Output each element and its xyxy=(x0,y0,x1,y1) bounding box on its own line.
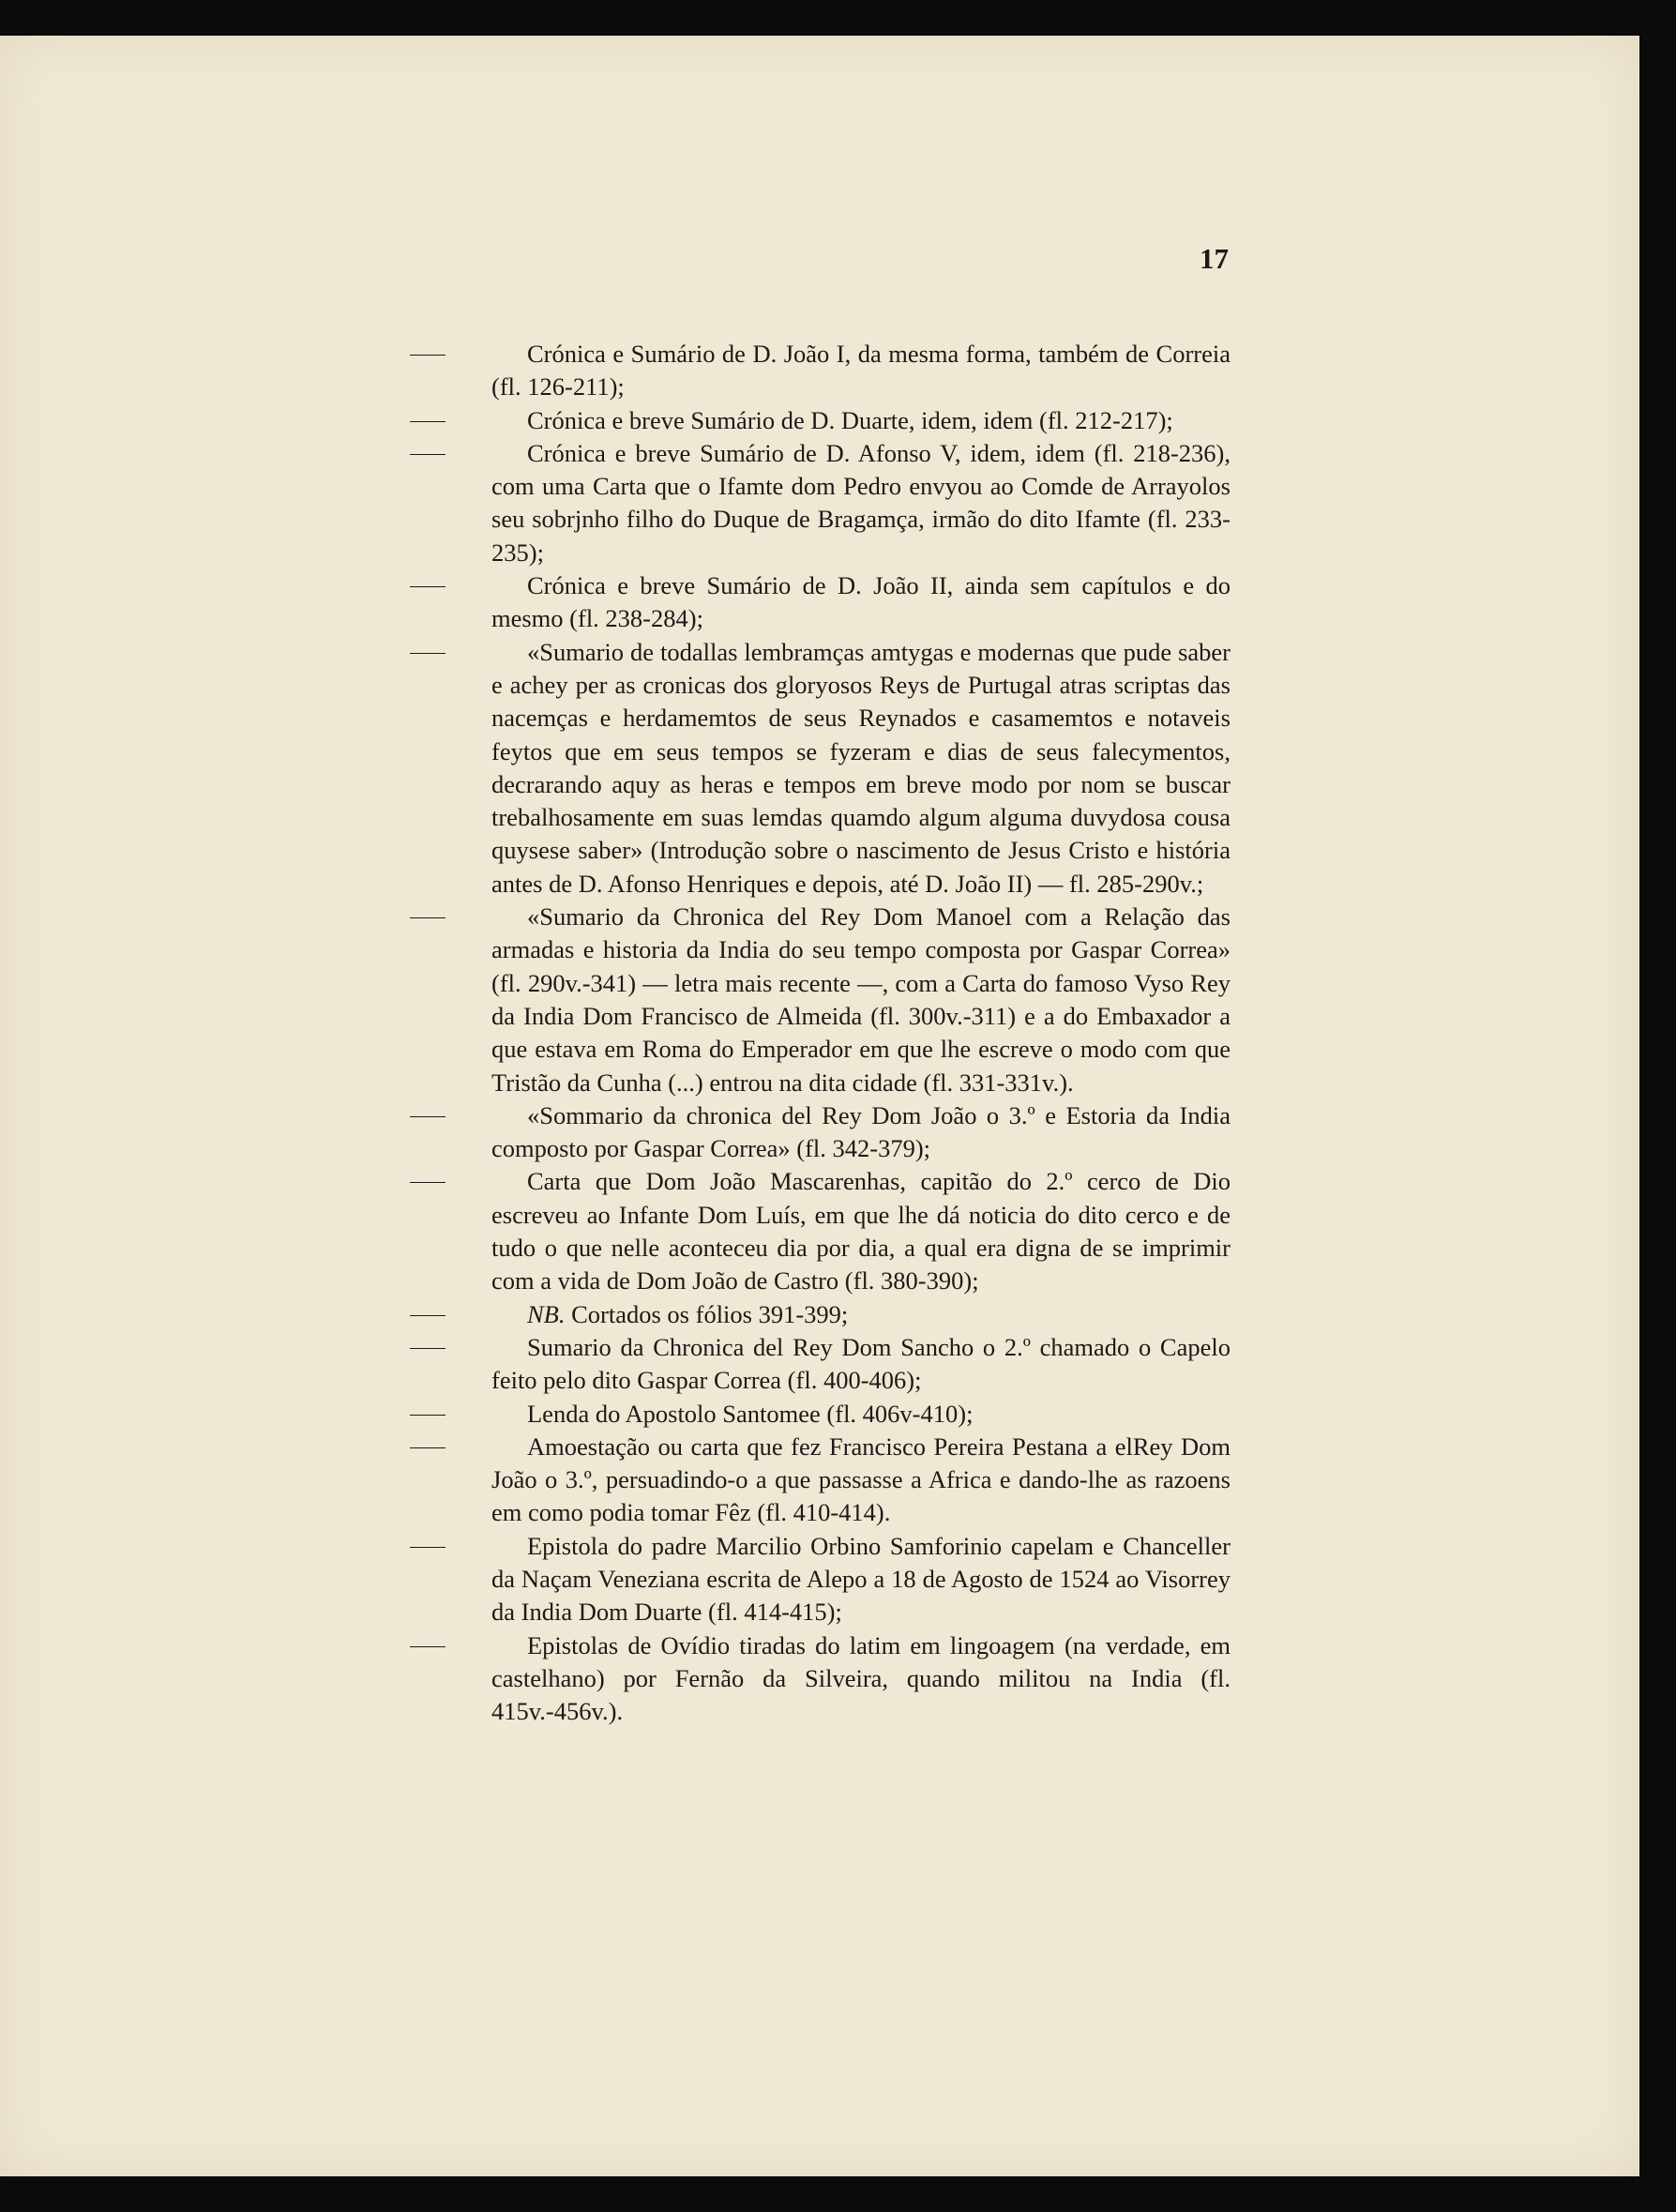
manuscript-contents-list xyxy=(410,338,1231,1728)
list-item xyxy=(410,437,1231,569)
em-dash-marker xyxy=(410,421,445,422)
em-dash-marker xyxy=(410,1646,445,1647)
list-item xyxy=(410,1398,1231,1431)
em-dash-marker xyxy=(410,1547,445,1548)
em-dash-marker xyxy=(410,454,445,455)
entry-text: Crónica e breve Sumário de D. João II, ainda sem capítulos e do mesmo (fl. 238-284); xyxy=(491,571,1231,633)
list-item xyxy=(410,901,1231,1099)
em-dash-marker xyxy=(410,1116,445,1117)
page-edge-shadow xyxy=(1639,36,1676,2176)
list-item xyxy=(410,338,1231,404)
entry-text: Crónica e breve Sumário de D. Duarte, idem, idem (fl. 212-217); xyxy=(527,405,1173,434)
list-item xyxy=(410,1431,1231,1530)
entry-text: Epistola do padre Marcilio Orbino Samforinio capelam e Chanceller da Naçam Veneziana escrita de Alepo a 18 de Agosto de 1524 ao Visorrey da India Dom Duarte (fl. 414-415); xyxy=(491,1531,1231,1627)
em-dash-marker xyxy=(410,1348,445,1349)
entry-text: Sumario da Chronica del Rey Dom Sancho o 2.º chamado o Capelo feito pelo dito Gaspar Correa (fl. 400-406); xyxy=(491,1332,1231,1395)
list-item xyxy=(410,1099,1231,1166)
entry-text: «Sumario da Chronica del Rey Dom Manoel com a Relação das armadas e historia da India do seu tempo composta por Gaspar Correa» (fl. 290v.-341) — letra mais recente —, com a Carta do famoso Vyso Rey da India Dom Francisco de Almeida (fl. 300v.-311) e a do Embaxador a que estava em Roma do Emperador em que lhe escreve o modo com que Tristão da Cunha (...) entrou na dita cidade (fl. 331-331v.). xyxy=(491,902,1231,1097)
page-number: 17 xyxy=(1200,242,1229,275)
entry-text: «Sommario da chronica del Rey Dom João o 3.º e Estoria da India composto por Gaspar Correa» (fl. 342-379); xyxy=(491,1100,1231,1163)
em-dash-marker xyxy=(410,1315,445,1316)
nota-bene-text: Cortados os fólios 391-399; xyxy=(571,1299,849,1328)
entry-text: Epistolas de Ovídio tiradas do latim em lingoagem (na verdade, em castelhano) por Fernão da Silveira, quando militou na India (fl. 415v.-456v.). xyxy=(491,1630,1231,1726)
list-item xyxy=(410,1629,1231,1729)
list-item xyxy=(410,404,1231,437)
em-dash-marker xyxy=(410,917,445,918)
list-item xyxy=(410,636,1231,901)
list-item xyxy=(410,1298,1231,1331)
list-item xyxy=(410,1530,1231,1629)
entry-text: Crónica e Sumário de D. João I, da mesma forma, também de Correia (fl. 126-211); xyxy=(491,340,1231,401)
list-item xyxy=(410,1165,1231,1297)
em-dash-marker xyxy=(410,653,445,654)
entry-text xyxy=(456,1298,1231,1331)
entry-text: Lenda do Apostolo Santomee (fl. 406v-410); xyxy=(527,1399,974,1428)
em-dash-marker xyxy=(410,1447,445,1448)
entry-text: Amoestação ou carta que fez Francisco Pereira Pestana a elRey Dom João o 3.º, persuadindo-o a que passasse a Africa e dando-lhe as razoens em como podia tomar Fêz (fl. 410-414). xyxy=(491,1432,1231,1527)
list-item xyxy=(410,569,1231,636)
em-dash-marker xyxy=(410,1415,445,1416)
nota-bene-label: NB. xyxy=(527,1299,566,1328)
em-dash-marker xyxy=(410,586,445,587)
em-dash-marker xyxy=(410,355,445,356)
entry-text: Carta que Dom João Mascarenhas, capitão do 2.º cerco de Dio escreveu ao Infante Dom Luís, em que lhe dá noticia do dito cerco e de tudo o que nelle aconteceu dia por dia, a qual era digna de se imprimir com a vida de Dom João de Castro (fl. 380-390); xyxy=(491,1167,1231,1295)
entry-text: «Sumario de todallas lembramças amtygas e modernas que pude saber e achey per as cronicas dos gloryosos Reys de Purtugal atras scriptas das nacemças e herdamemtos de seus Reynados e casamemtos e notaveis feytos que em seus tempos se fyzeram e dias de seus falecymentos, decrarando aquy as heras e tempos em breve modo por nom se buscar trebalhosamente em suas lemdas quamdo algum alguma duvydosa cousa quysese saber» (Introdução sobre o nascimento de Jesus Cristo e história antes de D. Afonso Henriques e depois, até D. João II) — fl. 285-290v.; xyxy=(491,637,1231,898)
list-item xyxy=(410,1331,1231,1398)
entry-text: Crónica e breve Sumário de D. Afonso V, idem, idem (fl. 218-236), com uma Carta que o Ifamte dom Pedro envyou ao Comde de Arrayolos seu sobrjnho filho do Duque de Bragamça, irmão do dito Ifamte (fl. 233-235); xyxy=(491,438,1231,567)
em-dash-marker xyxy=(410,1182,445,1183)
